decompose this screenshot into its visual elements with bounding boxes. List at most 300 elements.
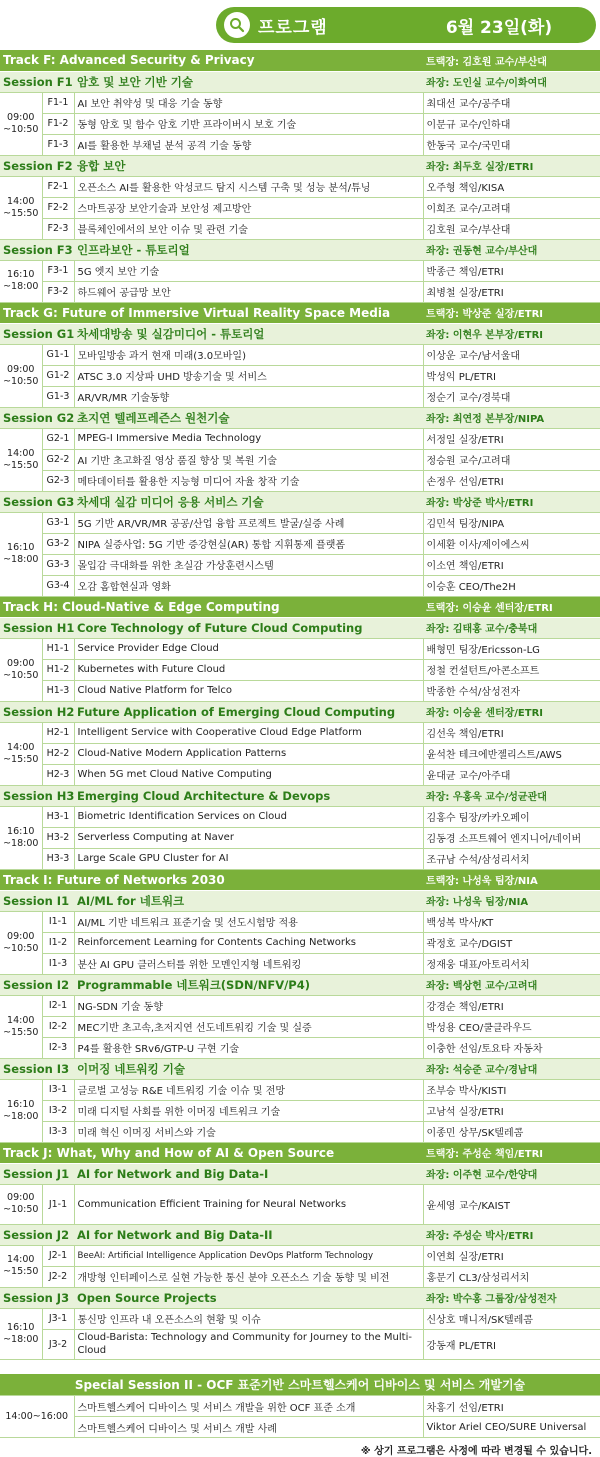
- talk-speaker: 손정우 선임/ETRI: [423, 470, 600, 491]
- talk-row: [0, 344, 600, 365]
- talk-row: [0, 1308, 600, 1329]
- talk-row: [0, 365, 600, 386]
- program-body: [0, 50, 600, 1359]
- session-time-end: ~15:50: [3, 459, 39, 471]
- talk-code: I1-3: [42, 953, 74, 974]
- talk-code: F1-2: [42, 113, 74, 134]
- talk-speaker: 김선욱 책임/ETRI: [423, 722, 600, 743]
- session-title: AI for Network and Big Data-I: [74, 1163, 423, 1184]
- talk-speaker: 이소연 책임/ETRI: [423, 554, 600, 575]
- session-time: [0, 638, 42, 701]
- talk-title: Biometric Identification Services on Cloud: [74, 806, 423, 827]
- talk-title: 5G 엣지 보안 기술: [74, 260, 423, 281]
- talk-code: I3-2: [42, 1100, 74, 1121]
- session-time-start: 09:00: [7, 111, 35, 123]
- session-time-start: 14:00: [7, 1254, 35, 1265]
- session-time: [0, 344, 42, 407]
- talk-row: [0, 281, 600, 302]
- talk-row: [0, 113, 600, 134]
- talk-code: J2-1: [42, 1245, 74, 1266]
- session-id: Session J3: [0, 1287, 74, 1308]
- talk-row: [0, 1184, 600, 1224]
- session-chair: 좌장: 최연정 본부장/NIPA: [423, 407, 600, 428]
- track-title: Track H: Cloud-Native & Edge Computing: [0, 596, 423, 617]
- session-title: 암호 및 보안 기반 기술: [74, 71, 423, 92]
- talk-speaker: 윤세영 교수/KAIST: [423, 1184, 600, 1224]
- talk-row: [0, 218, 600, 239]
- session-time-start: 16:10: [7, 1321, 35, 1333]
- talk-row: [0, 1121, 600, 1142]
- talk-title: NIPA 실증사업: 5G 기반 증강현실(AR) 통합 지휘통제 플랫폼: [74, 533, 423, 554]
- talk-title: Serverless Computing at Naver: [74, 827, 423, 848]
- session-time-end: ~15:50: [3, 207, 39, 219]
- talk-title: Large Scale GPU Cluster for AI: [74, 848, 423, 869]
- talk-speaker: 정승원 교수/고려대: [423, 449, 600, 470]
- track-header: [0, 869, 600, 890]
- talk-title: 오픈소스 AI를 활용한 악성코드 탐지 시스템 구축 및 성능 분석/튜닝: [74, 176, 423, 197]
- special-talk-title: 스마트헬스케어 디바이스 및 서비스 개발 사례: [74, 1417, 423, 1438]
- session-id: Session H3: [0, 785, 74, 806]
- session-chair: 좌장: 김태홍 교수/충북대: [423, 617, 600, 638]
- talk-title: 모바일방송 과거 현재 미래(3.0모바일): [74, 344, 423, 365]
- talk-title: P4를 활용한 SRv6/GTP-U 구현 기술: [74, 1037, 423, 1058]
- talk-row: [0, 386, 600, 407]
- track-chair: 트랙장: 나성욱 팀장/NIA: [423, 869, 600, 890]
- session-title: AI/ML for 네트워크: [74, 890, 423, 911]
- talk-row: [0, 470, 600, 491]
- track-header: [0, 50, 600, 71]
- session-header: [0, 890, 600, 911]
- special-talk-row: [0, 1417, 600, 1438]
- talk-title: AR/VR/MR 기술동향: [74, 386, 423, 407]
- talk-row: [0, 848, 600, 869]
- talk-code: J3-1: [42, 1308, 74, 1329]
- session-id: Session F1: [0, 71, 74, 92]
- talk-row: [0, 995, 600, 1016]
- talk-code: G3-2: [42, 533, 74, 554]
- talk-code: G1-3: [42, 386, 74, 407]
- talk-speaker: 이세환 이사/제이에스씨: [423, 533, 600, 554]
- session-header: [0, 617, 600, 638]
- talk-row: [0, 806, 600, 827]
- session-time-end: ~18:00: [3, 281, 39, 292]
- session-time: [0, 911, 42, 974]
- talk-code: I1-2: [42, 932, 74, 953]
- talk-title: Kubernetes with Future Cloud: [74, 659, 423, 680]
- talk-speaker: 김동경 소프트웨어 엔지니어/네이버: [423, 827, 600, 848]
- talk-code: F2-1: [42, 176, 74, 197]
- page-title: 프로그램: [258, 17, 328, 38]
- talk-code: G2-3: [42, 470, 74, 491]
- talk-title: Service Provider Edge Cloud: [74, 638, 423, 659]
- program-date: 6월 23일(화): [402, 7, 596, 43]
- session-time-start: 16:10: [7, 269, 35, 280]
- special-talk-row: [0, 1396, 600, 1417]
- session-title: 초지연 텔레프레즌스 원천기술: [74, 407, 423, 428]
- session-chair: 좌장: 나성욱 팀장/NIA: [423, 890, 600, 911]
- session-header: [0, 974, 600, 995]
- session-time: [0, 1079, 42, 1142]
- talk-code: G1-1: [42, 344, 74, 365]
- talk-row: [0, 680, 600, 701]
- talk-code: H1-1: [42, 638, 74, 659]
- talk-title: 미래 디지털 사회를 위한 이머징 네트워크 기술: [74, 1100, 423, 1121]
- talk-code: I3-3: [42, 1121, 74, 1142]
- session-header: [0, 701, 600, 722]
- talk-row: [0, 1245, 600, 1266]
- talk-code: I2-3: [42, 1037, 74, 1058]
- session-title: Emerging Cloud Architecture & Devops: [74, 785, 423, 806]
- talk-speaker: 박종근 책임/ETRI: [423, 260, 600, 281]
- session-chair: 좌장: 석승준 교수/경남대: [423, 1058, 600, 1079]
- talk-speaker: 박성익 PL/ETRI: [423, 365, 600, 386]
- special-session-table: [0, 1374, 600, 1439]
- talk-title: 글로벌 고성능 R&E 네트워킹 기술 이슈 및 전망: [74, 1079, 423, 1100]
- session-time-end: ~18:00: [3, 837, 39, 849]
- track-title: Track J: What, Why and How of AI & Open Source: [0, 1142, 423, 1163]
- track-title: Track F: Advanced Security & Privacy: [0, 50, 423, 71]
- session-time-start: 09:00: [7, 363, 35, 375]
- talk-row: [0, 428, 600, 449]
- talk-row: [0, 176, 600, 197]
- talk-title: 몰입감 극대화를 위한 초실감 가상훈련시스템: [74, 554, 423, 575]
- session-chair: 좌장: 주성순 박사/ETRI: [423, 1224, 600, 1245]
- session-chair: 좌장: 우홍욱 교수/성균관대: [423, 785, 600, 806]
- session-header: [0, 1287, 600, 1308]
- talk-code: H2-3: [42, 764, 74, 785]
- session-header: [0, 323, 600, 344]
- talk-title: AI를 활용한 부채널 분석 공격 기술 동향: [74, 134, 423, 155]
- session-time-end: ~10:50: [3, 942, 39, 954]
- talk-speaker: 이종민 상무/SK텔레콤: [423, 1121, 600, 1142]
- track-header: [0, 302, 600, 323]
- talk-row: [0, 743, 600, 764]
- session-title: 융합 보안: [74, 155, 423, 176]
- talk-speaker: 정순기 교수/경북대: [423, 386, 600, 407]
- title-pill: [216, 7, 402, 43]
- talk-code: G3-3: [42, 554, 74, 575]
- session-header: [0, 1224, 600, 1245]
- talk-speaker: 윤석찬 테크에반젤리스트/AWS: [423, 743, 600, 764]
- session-time: [0, 428, 42, 491]
- session-header: [0, 491, 600, 512]
- talk-title: Cloud-Barista: Technology and Community for Journey to the Multi-Cloud: [74, 1329, 423, 1359]
- talk-title: NG-SDN 기술 동향: [74, 995, 423, 1016]
- session-title: 인프라보안 - 튜토리얼: [74, 239, 423, 260]
- special-talk-speaker: 차홍기 선임/ETRI: [423, 1396, 600, 1417]
- session-time: [0, 92, 42, 155]
- session-time-end: ~15:50: [3, 1026, 39, 1038]
- talk-title: 스마트공장 보안기술과 보안성 제고방안: [74, 197, 423, 218]
- session-time-start: 16:10: [7, 825, 35, 837]
- talk-title: Cloud Native Platform for Telco: [74, 680, 423, 701]
- talk-row: [0, 449, 600, 470]
- session-chair: 좌장: 권동현 교수/부산대: [423, 239, 600, 260]
- talk-row: [0, 134, 600, 155]
- session-time: [0, 806, 42, 869]
- session-title: 이머징 네트워킹 기술: [74, 1058, 423, 1079]
- special-talk-speaker: Viktor Ariel CEO/SURE Universal: [423, 1417, 600, 1438]
- track-header: [0, 596, 600, 617]
- talk-row: [0, 764, 600, 785]
- session-id: Session F2: [0, 155, 74, 176]
- track-header: [0, 1142, 600, 1163]
- talk-speaker: 김민석 팀장/NIPA: [423, 512, 600, 533]
- talk-code: I1-1: [42, 911, 74, 932]
- session-time-start: 16:10: [7, 542, 35, 553]
- session-time-end: ~18:00: [3, 1110, 39, 1122]
- session-chair: 좌장: 도인실 교수/이화여대: [423, 71, 600, 92]
- session-id: Session I2: [0, 974, 74, 995]
- special-talk-title: 스마트헬스케어 디바이스 및 서비스 개발을 위한 OCF 표준 소개: [74, 1396, 423, 1417]
- talk-title: Intelligent Service with Cooperative Cloud Edge Platform: [74, 722, 423, 743]
- session-time: [0, 722, 42, 785]
- footnote: ※ 상기 프로그램은 사정에 따라 변경될 수 있습니다.: [360, 1446, 592, 1457]
- talk-speaker: 홍문기 CL3/삼성리서치: [423, 1266, 600, 1287]
- session-id: Session G1: [0, 323, 74, 344]
- talk-title: AI 기반 초고화질 영상 품질 향상 및 복원 기술: [74, 449, 423, 470]
- session-title: 차세대방송 및 실감미디어 - 튜토리얼: [74, 323, 423, 344]
- session-time-start: 14:00: [7, 447, 35, 459]
- track-chair: 트랙장: 박상준 실장/ETRI: [423, 302, 600, 323]
- talk-speaker: 김호원 교수/부산대: [423, 218, 600, 239]
- talk-speaker: 이승훈 CEO/The2H: [423, 575, 600, 596]
- talk-code: F3-1: [42, 260, 74, 281]
- talk-title: ATSC 3.0 지상파 UHD 방송기술 및 서비스: [74, 365, 423, 386]
- session-header: [0, 155, 600, 176]
- session-title: AI for Network and Big Data-II: [74, 1224, 423, 1245]
- session-title: 차세대 실감 미디어 응용 서비스 기술: [74, 491, 423, 512]
- special-session-header: [0, 1374, 600, 1396]
- session-time-end: ~18:00: [3, 554, 39, 565]
- session-id: Session G2: [0, 407, 74, 428]
- session-chair: 좌장: 최두호 실장/ETRI: [423, 155, 600, 176]
- talk-speaker: 최병철 실장/ETRI: [423, 281, 600, 302]
- talk-speaker: 정재웅 대표/아토리서치: [423, 953, 600, 974]
- talk-title: 동형 암호 및 함수 암호 기반 프라이버시 보호 기술: [74, 113, 423, 134]
- talk-code: F2-2: [42, 197, 74, 218]
- session-chair: 좌장: 이주현 교수/한양대: [423, 1163, 600, 1184]
- session-id: Session G3: [0, 491, 74, 512]
- talk-title: AI/ML 기반 네트워크 표준기술 및 선도시험망 적용: [74, 911, 423, 932]
- session-title: Future Application of Emerging Cloud Computing: [74, 701, 423, 722]
- talk-code: H3-2: [42, 827, 74, 848]
- talk-speaker: 신상호 매니저/SK텔레콤: [423, 1308, 600, 1329]
- session-time-start: 09:00: [7, 1192, 35, 1203]
- talk-code: I2-1: [42, 995, 74, 1016]
- talk-row: [0, 1266, 600, 1287]
- page-header: [0, 0, 600, 50]
- talk-speaker: 이문규 교수/인하대: [423, 113, 600, 134]
- talk-code: J3-2: [42, 1329, 74, 1359]
- talk-speaker: 강동재 PL/ETRI: [423, 1329, 600, 1359]
- talk-title: 분산 AI GPU 클러스터를 위한 모멘인지형 네트워킹: [74, 953, 423, 974]
- session-time-end: ~15:50: [3, 1266, 39, 1277]
- session-time-start: 14:00: [7, 1014, 35, 1026]
- talk-speaker: 곽정호 교수/DGIST: [423, 932, 600, 953]
- talk-code: G3-1: [42, 512, 74, 533]
- track-title: Track G: Future of Immersive Virtual Reality Space Media: [0, 302, 423, 323]
- talk-title: BeeAI: Artificial Intelligence Application DevOps Platform Technology: [74, 1245, 423, 1266]
- track-title: Track I: Future of Networks 2030: [0, 869, 423, 890]
- session-time-start: 14:00: [7, 741, 35, 753]
- talk-code: H2-1: [42, 722, 74, 743]
- session-header: [0, 785, 600, 806]
- track-chair: 트랙장: 이승윤 센터장/ETRI: [423, 596, 600, 617]
- session-header: [0, 239, 600, 260]
- session-time: [0, 512, 42, 596]
- talk-title: 블록체인에서의 보안 이슈 및 관련 기술: [74, 218, 423, 239]
- talk-speaker: 서정일 실장/ETRI: [423, 428, 600, 449]
- session-chair: 좌장: 이승윤 센터장/ETRI: [423, 701, 600, 722]
- session-id: Session F3: [0, 239, 74, 260]
- talk-code: H1-2: [42, 659, 74, 680]
- talk-speaker: 김홍수 팀장/카카오페이: [423, 806, 600, 827]
- talk-row: [0, 197, 600, 218]
- talk-speaker: 오주형 책임/KISA: [423, 176, 600, 197]
- session-time-end: ~10:50: [3, 123, 39, 135]
- track-chair: 트랙장: 김호원 교수/부산대: [423, 50, 600, 71]
- session-time-end: ~10:50: [3, 669, 39, 681]
- session-time-end: ~10:50: [3, 375, 39, 387]
- session-id: Session J2: [0, 1224, 74, 1245]
- session-chair: 좌장: 백상헌 교수/고려대: [423, 974, 600, 995]
- talk-title: When 5G met Cloud Native Computing: [74, 764, 423, 785]
- session-id: Session J1: [0, 1163, 74, 1184]
- talk-code: J2-2: [42, 1266, 74, 1287]
- special-session-time: 14:00~16:00: [0, 1396, 74, 1438]
- talk-speaker: 백성복 박사/KT: [423, 911, 600, 932]
- session-title: Programmable 네트워크(SDN/NFV/P4): [74, 974, 423, 995]
- session-time: [0, 995, 42, 1058]
- talk-title: AI 보안 취약성 및 대응 기술 동향: [74, 92, 423, 113]
- talk-row: [0, 659, 600, 680]
- session-time: [0, 176, 42, 239]
- talk-row: [0, 533, 600, 554]
- header-bar: [214, 7, 596, 43]
- talk-title: 통신망 인프라 내 오픈소스의 현황 및 이슈: [74, 1308, 423, 1329]
- talk-row: [0, 932, 600, 953]
- session-time-start: 16:10: [7, 1098, 35, 1110]
- talk-code: F2-3: [42, 218, 74, 239]
- session-chair: 좌장: 이현우 본부장/ETRI: [423, 323, 600, 344]
- talk-row: [0, 1100, 600, 1121]
- track-chair: 트랙장: 주성순 책임/ETRI: [423, 1142, 600, 1163]
- talk-title: 메타데이터를 활용한 지능형 미디어 자율 창작 기술: [74, 470, 423, 491]
- talk-row: [0, 827, 600, 848]
- talk-title: 5G 기반 AR/VR/MR 공공/산업 융합 프로젝트 발굴/실증 사례: [74, 512, 423, 533]
- talk-row: [0, 92, 600, 113]
- talk-title: MPEG-I Immersive Media Technology: [74, 428, 423, 449]
- talk-code: I2-2: [42, 1016, 74, 1037]
- session-id: Session I3: [0, 1058, 74, 1079]
- talk-code: H3-1: [42, 806, 74, 827]
- talk-speaker: 조규남 수석/삼성리서치: [423, 848, 600, 869]
- session-id: Session H2: [0, 701, 74, 722]
- talk-row: [0, 575, 600, 596]
- session-time-start: 14:00: [7, 195, 35, 207]
- talk-code: H2-2: [42, 743, 74, 764]
- talk-row: [0, 1329, 600, 1359]
- talk-speaker: 조부승 박사/KISTI: [423, 1079, 600, 1100]
- talk-speaker: 강경순 책임/ETRI: [423, 995, 600, 1016]
- program-table: [0, 50, 600, 1360]
- talk-code: G2-1: [42, 428, 74, 449]
- talk-title: 오감 홈합현실과 영화: [74, 575, 423, 596]
- session-time: [0, 1308, 42, 1359]
- talk-speaker: 고남석 실장/ETRI: [423, 1100, 600, 1121]
- session-header: [0, 71, 600, 92]
- talk-speaker: 정철 컨설턴트/아콘소프트: [423, 659, 600, 680]
- talk-code: H1-3: [42, 680, 74, 701]
- talk-row: [0, 512, 600, 533]
- talk-row: [0, 911, 600, 932]
- talk-title: 하드웨어 공급망 보안: [74, 281, 423, 302]
- talk-code: F1-3: [42, 134, 74, 155]
- session-header: [0, 1058, 600, 1079]
- talk-code: F3-2: [42, 281, 74, 302]
- session-time-start: 09:00: [7, 930, 35, 942]
- talk-speaker: 박종한 수석/삼성전자: [423, 680, 600, 701]
- talk-code: H3-3: [42, 848, 74, 869]
- session-time-start: 09:00: [7, 657, 35, 669]
- talk-row: [0, 1037, 600, 1058]
- session-chair: 좌장: 박상준 박사/ETRI: [423, 491, 600, 512]
- talk-row: [0, 554, 600, 575]
- talk-title: MEC기반 초고속,초저지연 선도네트워킹 기술 및 실증: [74, 1016, 423, 1037]
- talk-speaker: 이상운 교수/남서울대: [423, 344, 600, 365]
- talk-code: G2-2: [42, 449, 74, 470]
- talk-speaker: 한동국 교수/국민대: [423, 134, 600, 155]
- session-id: Session I1: [0, 890, 74, 911]
- special-session-title: Special Session II - OCF 표준기반 스마트헬스케어 디바이스 및 서비스 개발기술: [0, 1374, 600, 1396]
- search-icon: [224, 12, 250, 38]
- talk-title: Communication Efficient Training for Neural Networks: [74, 1184, 423, 1224]
- talk-speaker: 박성용 CEO/쿨클라우드: [423, 1016, 600, 1037]
- session-time: [0, 260, 42, 302]
- talk-row: [0, 1016, 600, 1037]
- talk-speaker: 이희조 교수/고려대: [423, 197, 600, 218]
- talk-speaker: 최대선 교수/공주대: [423, 92, 600, 113]
- session-time-end: ~18:00: [3, 1333, 39, 1345]
- talk-row: [0, 722, 600, 743]
- talk-row: [0, 1079, 600, 1100]
- session-time-end: ~10:50: [3, 1204, 39, 1215]
- talk-speaker: 이충한 선임/토요타 자동차: [423, 1037, 600, 1058]
- session-time-end: ~15:50: [3, 753, 39, 765]
- talk-code: J1-1: [42, 1184, 74, 1224]
- session-title: Open Source Projects: [74, 1287, 423, 1308]
- talk-code: G3-4: [42, 575, 74, 596]
- session-header: [0, 407, 600, 428]
- talk-row: [0, 260, 600, 281]
- talk-row: [0, 953, 600, 974]
- session-time: [0, 1184, 42, 1224]
- talk-code: I3-1: [42, 1079, 74, 1100]
- session-title: Core Technology of Future Cloud Computing: [74, 617, 423, 638]
- talk-title: Reinforcement Learning for Contents Caching Networks: [74, 932, 423, 953]
- session-time: [0, 1245, 42, 1287]
- talk-speaker: 배형민 팀장/Ericsson-LG: [423, 638, 600, 659]
- talk-title: Cloud-Native Modern Application Patterns: [74, 743, 423, 764]
- talk-title: 미래 혁신 이머징 서비스와 기술: [74, 1121, 423, 1142]
- session-chair: 좌장: 박수홍 그룹장/삼성전자: [423, 1287, 600, 1308]
- talk-title: 개방형 인터페이스로 실현 가능한 통신 분야 오픈소스 기술 동향 및 비전: [74, 1266, 423, 1287]
- talk-code: F1-1: [42, 92, 74, 113]
- talk-speaker: 윤대균 교수/아주대: [423, 764, 600, 785]
- talk-code: G1-2: [42, 365, 74, 386]
- talk-row: [0, 638, 600, 659]
